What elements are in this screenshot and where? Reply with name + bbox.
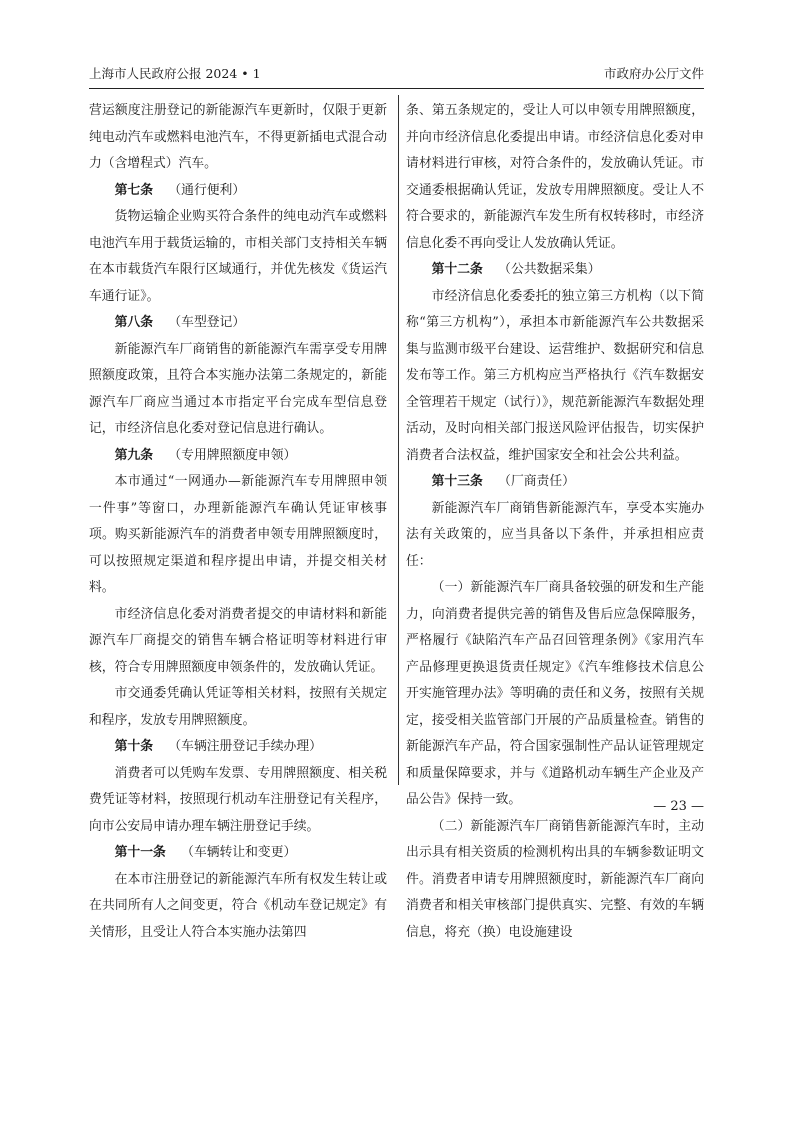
article-heading bbox=[406, 257, 704, 284]
page-header bbox=[89, 60, 704, 82]
left-column bbox=[89, 98, 387, 946]
article-heading bbox=[89, 310, 387, 337]
paragraph: （一）新能源汽车厂商具备较强的研发和生产能力，向消费者提供完善的销售及售后应急保障服务，严格履行《缺陷汽车产品召回管理条例》《家用汽车产品修理更换退货责任规定》《汽车维修技术信息公开实施管理办法》等明确的责任和义务，按照有关规定，接受相关监管部门开展的产品质量检查。销售的新能源汽车产品，符合国家强制性产品认证管理规定和质量保障要求，并与《道路机动车辆生产企业及产品公告》保持一致。 bbox=[406, 580, 704, 807]
section-title: 市政府办公厅文件 bbox=[603, 66, 704, 81]
article-topic: （车辆注册登记手续办理） bbox=[168, 739, 322, 754]
paragraph: 消费者可以凭购车发票、专用牌照额度、相关税费凭证等材料，按照现行机动车注册登记有关程序，向市公安局申请办理车辆注册登记手续。 bbox=[89, 765, 387, 834]
article-number: 第十二条 bbox=[431, 262, 483, 277]
publication-title: 上海市人民政府公报 2024 • 1 bbox=[89, 66, 261, 81]
article-topic: （车型登记） bbox=[168, 315, 246, 330]
article-topic: （厂商责任） bbox=[498, 474, 575, 489]
article-heading bbox=[89, 178, 387, 205]
paragraph: 在本市注册登记的新能源汽车所有权发生转让或在共同所有人之间变更，符合《机动车登记规定》有关情形，且受让人符合本实施办法第四 bbox=[89, 871, 387, 940]
article-number: 第八条 bbox=[114, 315, 153, 330]
paragraph: （二）新能源汽车厂商销售新能源汽车时，主动出示具有相关资质的检测机构出具的车辆参数证明文件。消费者申请专用牌照额度时，新能源汽车厂商向消费者和相关审核部门提供真实、完整、有效的车辆信息，将充（换）电设施建设 bbox=[406, 818, 704, 940]
article-number: 第十条 bbox=[114, 739, 153, 754]
paragraph: 新能源汽车厂商销售的新能源汽车需享受专用牌照额度政策，且符合本实施办法第二条规定的，新能源汽车厂商应当通过本市指定平台完成车型信息登记，市经济信息化委对登记信息进行确认。 bbox=[89, 341, 387, 436]
article-topic: （公共数据采集） bbox=[498, 262, 601, 277]
paragraph: 本市通过“一网通办—新能源汽车专用牌照申领一件事”等窗口，办理新能源汽车确认凭证审核事项。购买新能源汽车的消费者申领专用牌照额度时，可以按照规定渠道和程序提出申请，并提交相关材料。 bbox=[89, 474, 387, 595]
article-heading bbox=[89, 734, 387, 761]
article-number: 第十三条 bbox=[431, 474, 483, 489]
paragraph: 货物运输企业购买符合条件的纯电动汽车或燃料电池汽车用于载货运输的，市相关部门支持相关车辆在本市载货汽车限行区域通行，并优先核发《货运汽车通行证》。 bbox=[89, 209, 387, 304]
paragraph: 市经济信息化委委托的独立第三方机构（以下简称“第三方机构”），承担本市新能源汽车公共数据采集与监测市级平台建设、运营维护、数据研究和信息发布等工作。第三方机构应当严格执行《汽车数据安全管理若干规定（试行）》，规范新能源汽车数据处理活动，及时向相关部门报送风险评估报告，切实保护消费者合法权益，维护国家安全和社会公共利益。 bbox=[406, 288, 704, 463]
header-rule bbox=[89, 88, 704, 89]
article-topic: （通行便利） bbox=[168, 182, 246, 198]
paragraph: 市交通委凭确认凭证等相关材料，按照有关规定和程序，发放专用牌照额度。 bbox=[89, 686, 387, 728]
article-heading bbox=[89, 840, 387, 867]
article-heading bbox=[406, 469, 704, 496]
continued-paragraph: 营运额度注册登记的新能源汽车更新时，仅限于更新纯电动汽车或燃料电池汽车，不得更新插电式混合动力（含增程式）汽车。 bbox=[89, 103, 387, 171]
column-divider bbox=[398, 95, 399, 785]
right-column bbox=[406, 98, 704, 946]
paragraph: 市经济信息化委对消费者提交的申请材料和新能源汽车厂商提交的销售车辆合格证明等材料进行审核，符合专用牌照额度申领条件的，发放确认凭证。 bbox=[89, 606, 387, 675]
continued-paragraph: 条、第五条规定的，受让人可以申领专用牌照额度，并向市经济信息化委提出申请。市经济信息化委对申请材料进行审核，对符合条件的，发放确认凭证。市交通委根据确认凭证，发放专用牌照额度。受让人不符合要求的，新能源汽车发生所有权转移时，市经济信息化委不再向受让人发放确认凭证。 bbox=[406, 103, 704, 251]
article-topic: （车辆转让和变更） bbox=[181, 845, 297, 860]
article-number: 第七条 bbox=[114, 182, 153, 198]
article-number: 第九条 bbox=[114, 447, 153, 463]
page-number: — 23 — bbox=[653, 799, 704, 814]
article-topic: （专用牌照额度申领） bbox=[168, 447, 297, 463]
article-number: 第十一条 bbox=[114, 845, 166, 860]
article-heading bbox=[89, 443, 387, 470]
paragraph: 新能源汽车厂商销售新能源汽车，享受本实施办法有关政策的，应当具备以下条件，并承担相应责任： bbox=[406, 500, 704, 569]
